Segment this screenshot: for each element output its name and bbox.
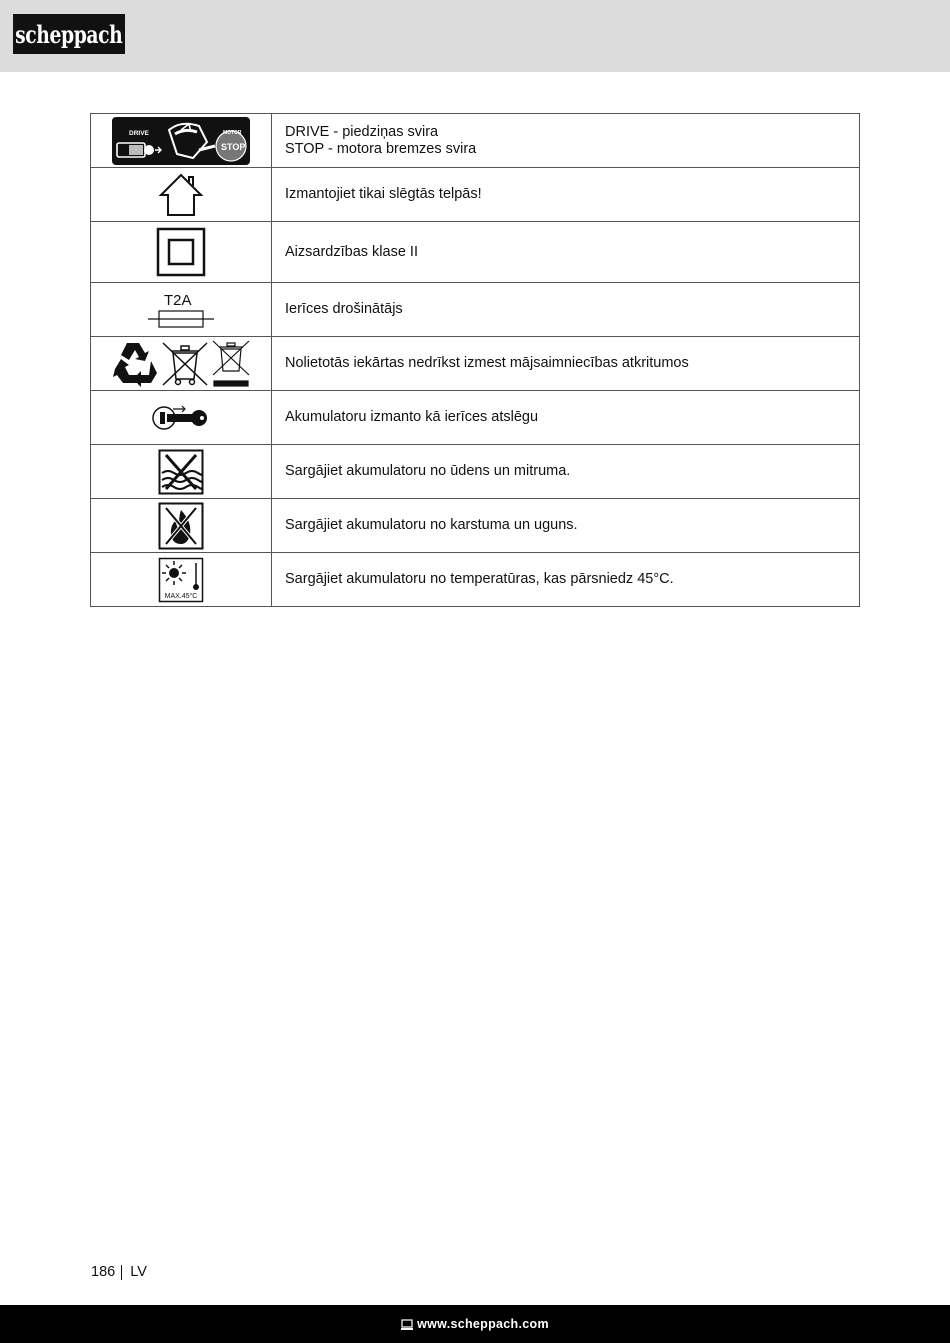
battery-key-icon xyxy=(91,391,272,445)
protection-class-ii-icon xyxy=(91,222,272,283)
row-description: Sargājiet akumulatoru no temperatūras, kas pārsniedz 45°C. xyxy=(272,553,860,607)
table-row xyxy=(91,168,860,222)
row-description: Nolietotās iekārtas nedrīkst izmest mājsaimniecības atkritumos xyxy=(272,337,860,391)
symbols-table xyxy=(90,113,860,607)
row-description: Sargājiet akumulatoru no karstuma un uguns. xyxy=(272,499,860,553)
recycle-icon xyxy=(113,343,157,387)
table-row xyxy=(91,114,860,168)
scheppach-logo: scheppach xyxy=(13,14,125,54)
row-description: Ierīces drošinātājs xyxy=(272,283,860,337)
page-footer xyxy=(0,1305,950,1343)
svg-text:T2A: T2A xyxy=(164,291,192,309)
row-description: Sargājiet akumulatoru no ūdens un mitruma. xyxy=(272,445,860,499)
recycle-and-weee-bin-icon xyxy=(91,337,272,391)
table-row xyxy=(91,222,860,283)
svg-text:MOTOR: MOTOR xyxy=(223,129,242,136)
table-row xyxy=(91,391,860,445)
svg-text:DRIVE: DRIVE xyxy=(129,129,149,137)
no-fire-icon xyxy=(91,499,272,553)
row-description: Izmantojiet tikai slēgtās telpās! xyxy=(272,168,860,222)
page-header xyxy=(0,0,950,72)
fuse-icon xyxy=(91,283,272,337)
weee-bin-bar-icon xyxy=(213,341,249,386)
divider xyxy=(121,1265,122,1280)
max-temperature-icon xyxy=(91,553,272,607)
table-row xyxy=(91,337,860,391)
website-link[interactable]: www.scheppach.com xyxy=(417,1317,549,1331)
drive-stop-lever-icon xyxy=(91,114,272,168)
computer-icon xyxy=(401,1319,413,1330)
table-row xyxy=(91,553,860,607)
row-description: Aizsardzības klase II xyxy=(272,222,860,283)
weee-bin-icon xyxy=(163,343,207,385)
svg-text:MAX.45°C: MAX.45°C xyxy=(164,592,198,600)
row-description: DRIVE - piedziņas svira STOP - motora bremzes svira xyxy=(272,114,860,168)
table-row xyxy=(91,445,860,499)
indoor-house-icon xyxy=(91,168,272,222)
svg-text:STOP: STOP xyxy=(221,141,246,152)
table-row xyxy=(91,499,860,553)
page-number: 186 LV xyxy=(91,1264,147,1280)
no-water-icon xyxy=(91,445,272,499)
row-description: Akumulatoru izmanto kā ierīces atslēgu xyxy=(272,391,860,445)
table-row xyxy=(91,283,860,337)
